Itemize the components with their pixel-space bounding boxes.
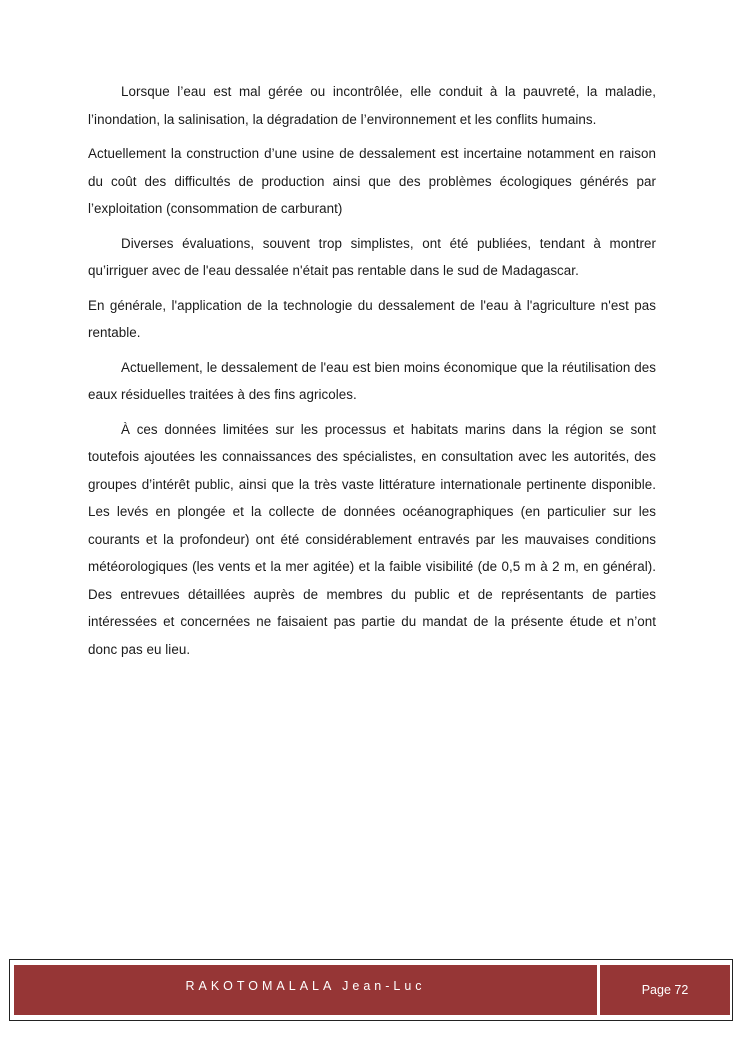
paragraph-2: Actuellement la construction d’une usine de dessalement est incertaine notamment en raison du coût des difficultés de production ainsi que des problèmes écologiques générés par l’exploitation (consommation de carburant) — [88, 146, 656, 216]
paragraph-6: À ces données limitées sur les processus et habitats marins dans la région se sont toutefois ajoutées les connaissances des spécialistes, en consultation avec les autorités, des groupes d’intérêt public, ainsi que la très vaste littérature internationale pertinente disponible. Les levés en plongée et la collecte de données océanographiques (en particulier sur les courants et la profondeur) ont été considérablement entravés par les mauvaises conditions météorologiques (les vents et la mer agitée) et la faible visibilité (de 0,5 m à 2 m, en général). Des entrevues détaillées auprès de membres du public et de représentants de parties intéressées et concernées ne faisaient pas partie du mandat de la présente étude et n’ont donc pas eu lieu. — [88, 421, 656, 657]
footer-page-number: Page 72 — [600, 965, 730, 1015]
paragraph-5: Actuellement, le dessalement de l'eau est bien moins économique que la réutilisation des eaux résiduelles traitées à des fins agricoles. — [88, 359, 656, 402]
document-body — [88, 78, 656, 670]
paragraph-4: En générale, l'application de la technologie du dessalement de l'eau à l'agriculture n'est pas rentable. — [88, 297, 656, 340]
paragraph-3: Diverses évaluations, souvent trop simplistes, ont été publiées, tendant à montrer qu’irriguer avec de l'eau dessalée n'était pas rentable dans le sud de Madagascar. — [88, 235, 656, 278]
footer-author-name: RAKOTOMALALA Jean-Luc — [14, 965, 597, 1015]
page-footer — [9, 959, 733, 1021]
paragraph-1: Lorsque l’eau est mal gérée ou incontrôlée, elle conduit à la pauvreté, la maladie, l’inondation, la salinisation, la dégradation de l’environnement et les conflits humains. — [88, 84, 656, 127]
